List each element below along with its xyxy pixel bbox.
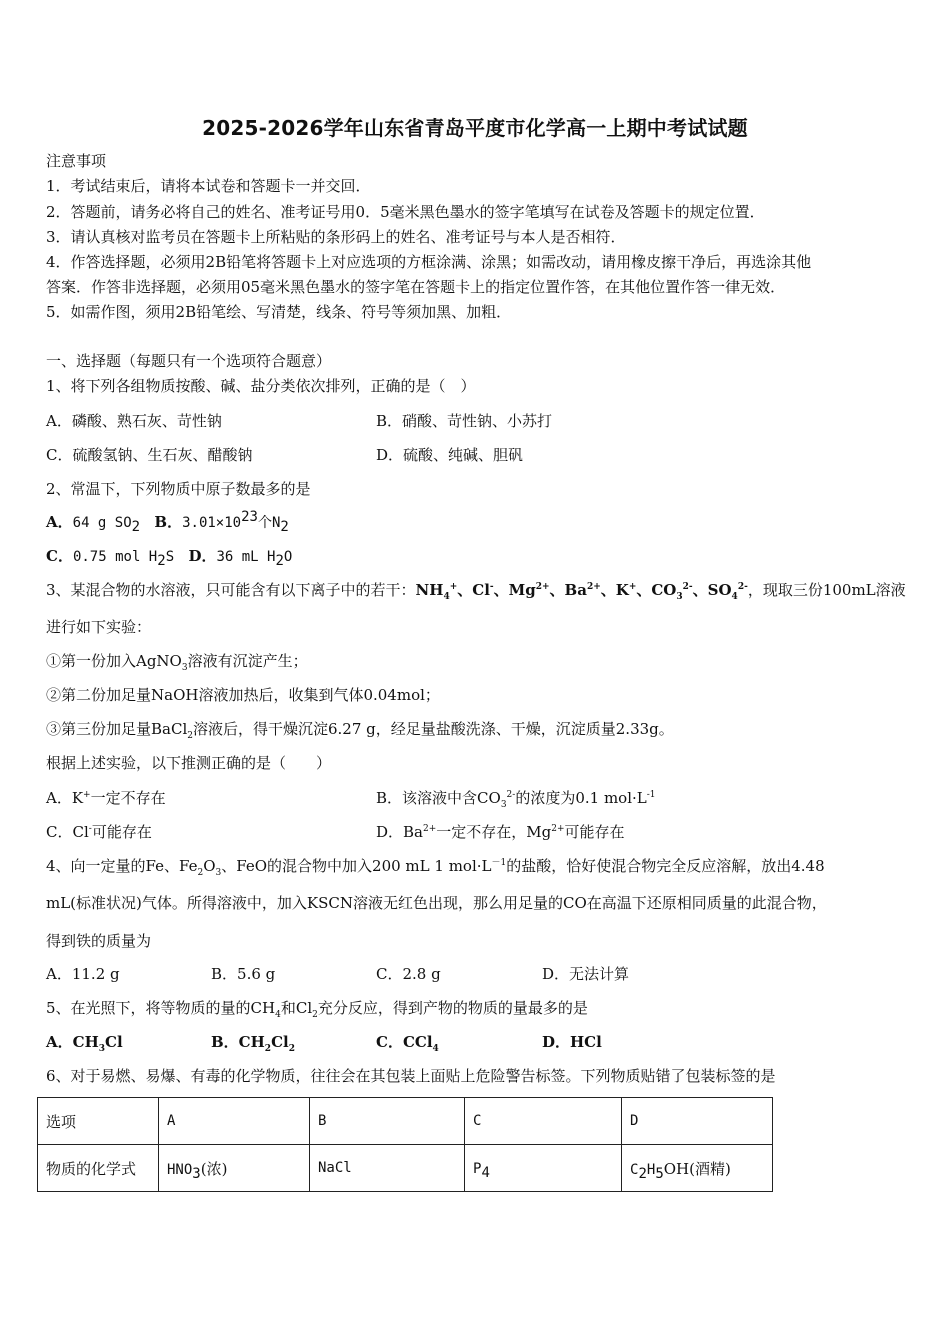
page-title: 2025-2026学年山东省青岛平度市化学高一上期中考试试题 [202, 116, 748, 140]
q3-experiment-2: ②第二份加足量NaOH溶液加热后，收集到气体0.04mol； [46, 686, 440, 704]
q2-options-cd: C．0.75 mol $H_2S$ D．36 mL $H_2O$ [46, 547, 293, 569]
table-cell: $P_4$ [465, 1145, 622, 1192]
q4-stem-line1: 4、向一定量的Fe、$Fe_2O_3$、FeO的混合物中加入200 mL 1 $mol\cdot L^{-1}$的盐酸，恰好使混合物完全反应溶解，放出4.48 [46, 857, 825, 878]
table-cell: 选项 [38, 1098, 159, 1145]
q1-stem: 1、将下列各组物质按酸、碱、盐分类依次排列，正确的是（ ） [46, 377, 476, 395]
q4-stem-line3: 得到铁的质量为 [46, 932, 152, 950]
notice-item: 3．请认真核对监考员在答题卡上所粘贴的条形码上的姓名、准考证号与本人是否相符． [46, 228, 626, 246]
q3-option-c: C．Cl-可能存在 [46, 823, 152, 841]
q3-experiment-3: ③第三份加足量BaCl$_2$溶液后，得干燥沉淀6.27 g，经足量盐酸洗涤、干燥，沉淀质量2.33g。 [46, 720, 674, 741]
notice-item: 答案．作答非选择题，必须用05毫米黑色墨水的签字笔在答题卡上的指定位置作答，在其他位置作答一律无效． [46, 278, 786, 296]
q5-option-d: D．HCl [542, 1033, 602, 1051]
q5-option-b: B．$CH_2Cl_2$ [211, 1033, 295, 1054]
q3-stem-cont: 进行如下实验： [46, 618, 152, 636]
q6-table [37, 1097, 773, 1192]
table-row [38, 1098, 773, 1145]
table-cell: A [159, 1098, 310, 1145]
q3-experiment-1: ①第一份加入AgNO$_3$溶液有沉淀产生； [46, 652, 308, 673]
q4-option-d: D．无法计算 [542, 965, 630, 983]
q5-stem: 5、在光照下，将等物质的量的$CH_4$和$Cl_2$充分反应，得到产物的物质的量最多的是 [46, 999, 588, 1020]
notice-item: 2．答题前，请务必将自己的姓名、准考证号用0．5毫米黑色墨水的签字笔填写在试卷及答题卡的规定位置． [46, 203, 765, 221]
section-heading: 一、选择题（每题只有一个选项符合题意） [46, 352, 332, 370]
table-cell: B [310, 1098, 465, 1145]
table-cell: NaCl [310, 1145, 465, 1192]
notice-heading: 注意事项 [46, 152, 107, 170]
q5-option-a: A．$CH_3Cl$ [46, 1033, 123, 1054]
q3-option-b: B．该溶液中含$CO_3^{2-}$的浓度为0.1 $mol\cdot L^{-1}$ [376, 789, 656, 810]
q1-option-c: C．硫酸氢钠、生石灰、醋酸钠 [46, 446, 253, 464]
table-cell: $C_2H_5OH$(酒精) [622, 1145, 773, 1192]
table-cell: C [465, 1098, 622, 1145]
table-cell: D [622, 1098, 773, 1145]
table-cell: 物质的化学式 [38, 1145, 159, 1192]
notice-item: 5．如需作图，须用2B铅笔绘、写清楚，线条、符号等须加黑、加粗． [46, 303, 512, 321]
table-cell: $HNO_3$(浓) [159, 1145, 310, 1192]
q3-ask: 根据上述实验，以下推测正确的是（ ） [46, 754, 332, 772]
q4-stem-line2: mL(标准状况)气体。所得溶液中，加入KSCN溶液无红色出现，那么用足量的CO在高温下还原相同质量的此混合物， [46, 894, 827, 912]
notice-item: 4．作答选择题，必须用2B铅笔将答题卡上对应选项的方框涂满、涂黑；如需改动，请用橡皮擦干净后，再选涂其他 [46, 253, 812, 271]
q3-stem: 3、某混合物的水溶液，只可能含有以下离子中的若干：$NH_4^+$、Cl-、$Mg^{2+}$、$Ba^{2+}$、K+、$CO_3^{2-}$、$SO_4^{2-}$，现取三份100mL溶液 [46, 581, 906, 602]
q5-option-c: C．CCl$_4$ [376, 1033, 439, 1054]
q4-option-b: B．5.6 g [211, 965, 276, 983]
q1-option-b: B．硝酸、苛性钠、小苏打 [376, 412, 553, 430]
table-row [38, 1145, 773, 1192]
q4-option-a: A．11.2 g [46, 965, 120, 983]
q2-options-ab: A．64 g $SO_2$ B．$3.01\times 10^{23}$个$N_2$ [46, 509, 289, 535]
q1-option-d: D．硫酸、纯碱、胆矾 [376, 446, 524, 464]
q4-option-c: C．2.8 g [376, 965, 441, 983]
q3-option-a: A．K+一定不存在 [46, 789, 166, 807]
notice-item: 1．考试结束后，请将本试卷和答题卡一并交回． [46, 177, 371, 195]
q1-option-a: A．磷酸、熟石灰、苛性钠 [46, 412, 222, 430]
q6-stem: 6、对于易燃、易爆、有毒的化学物质，往往会在其包装上面贴上危险警告标签。下列物质贴错了包装标签的是 [46, 1067, 776, 1085]
q3-option-d: D．$Ba^{2+}$一定不存在，$Mg^{2+}$可能存在 [376, 823, 625, 841]
q2-stem: 2、常温下，下列物质中原子数最多的是 [46, 480, 311, 498]
